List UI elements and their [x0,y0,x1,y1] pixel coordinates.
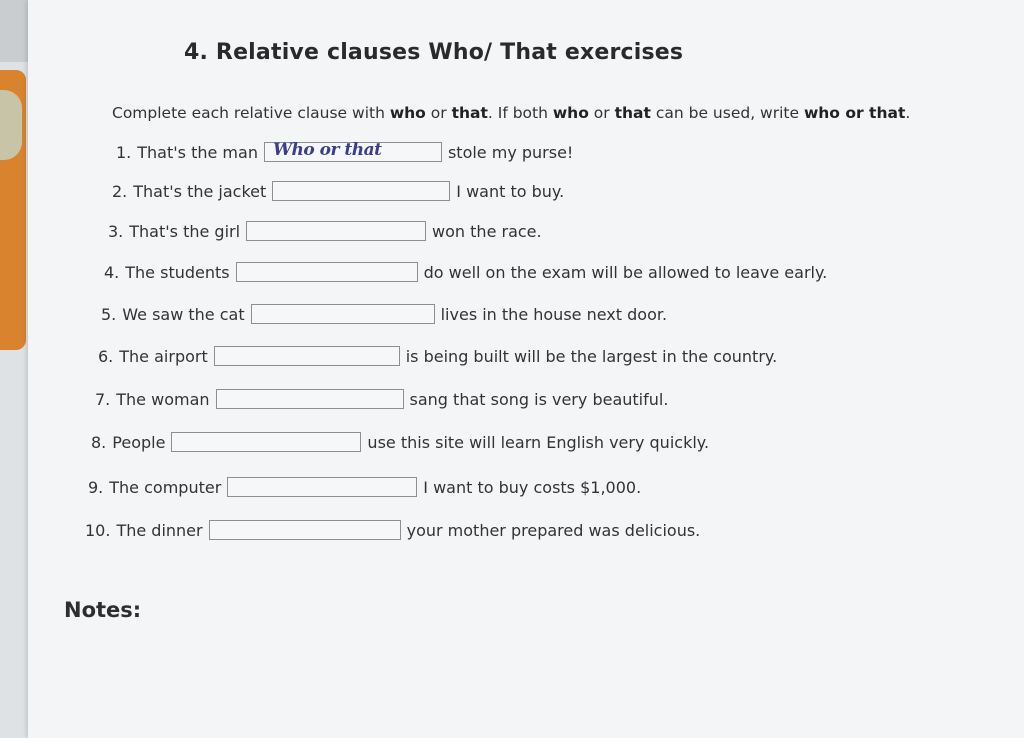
exercise-item-9 [88,475,641,499]
answer-blank-9[interactable] [227,477,417,497]
answer-blank-10[interactable] [209,520,401,540]
sentence-end: stole my purse! [447,142,574,162]
sentence-start: The woman [116,389,210,409]
handwritten-answer: Who or that [272,140,382,160]
item-number: 8. [91,432,107,452]
notes-heading: Notes: [64,598,142,622]
instruction-text: can be used, write [650,104,804,122]
sentence-end: sang that song is very beautiful. [409,389,669,409]
answer-blank-3[interactable] [246,221,426,241]
sentence-end: use this site will learn English very quickly. [367,432,710,452]
sentence-start: The students [125,262,230,282]
exercise-item-1 [116,140,573,164]
instruction-that: that [451,104,488,122]
exercise-item-6 [98,344,777,368]
answer-blank-8[interactable] [171,432,361,452]
sentence-end: your mother prepared was delicious. [406,520,701,540]
sentence-start: We saw the cat [122,304,245,324]
item-number: 10. [85,520,111,540]
answer-blank-7[interactable] [216,389,404,409]
instruction-text: . [905,104,911,122]
item-number: 1. [116,142,132,162]
instructions [112,104,910,122]
item-number: 9. [88,477,104,497]
exercise-item-2 [112,179,564,203]
sentence-start: That's the girl [129,221,241,241]
exercise-item-3 [108,219,542,243]
exercise-item-7 [95,387,668,411]
instruction-who-or-that: who or that [803,104,906,122]
sentence-start: The computer [109,477,222,497]
sentence-end: do well on the exam will be allowed to leave early. [423,262,828,282]
sentence-start: The airport [119,346,208,366]
exercise-item-4 [104,260,827,284]
sentence-start: That's the jacket [133,181,267,201]
item-number: 5. [101,304,117,324]
sentence-start: People [112,432,166,452]
answer-blank-5[interactable] [251,304,435,324]
item-number: 3. [108,221,124,241]
instruction-text: . If both [487,104,553,122]
answer-blank-1[interactable] [264,142,442,162]
instruction-who: who [552,104,589,122]
item-number: 2. [112,181,128,201]
answer-blank-4[interactable] [236,262,418,282]
sentence-end: is being built will be the largest in the country. [405,346,778,366]
instruction-who: who [389,104,426,122]
instruction-that: that [614,104,651,122]
instruction-text: Complete each relative clause with [112,104,390,122]
page-title: 4. Relative clauses Who/ That exercises [184,40,684,65]
instruction-text: or [425,104,452,122]
sentence-start: The dinner [116,520,203,540]
exercise-item-8 [91,430,709,454]
background-object-patterned [0,90,22,160]
sentence-end: won the race. [432,221,542,241]
instruction-text: or [588,104,615,122]
exercise-item-5 [101,302,667,326]
exercise-item-10 [85,518,700,542]
answer-blank-2[interactable] [272,181,450,201]
sentence-end: I want to buy costs $1,000. [423,477,642,497]
sentence-end: I want to buy. [456,181,565,201]
item-number: 6. [98,346,114,366]
item-number: 4. [104,262,120,282]
sentence-start: That's the man [137,142,258,162]
answer-blank-6[interactable] [214,346,400,366]
item-number: 7. [95,389,111,409]
sentence-end: lives in the house next door. [440,304,668,324]
